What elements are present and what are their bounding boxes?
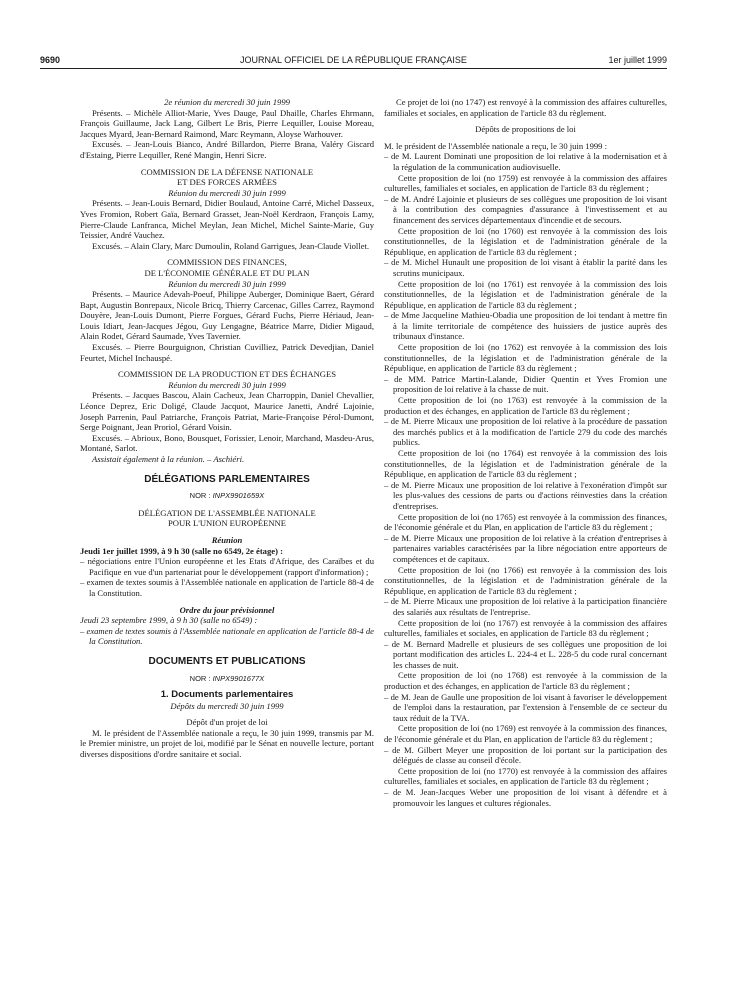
proposal-item: – de M. André Lajoinie et plusieurs de ses collègues une proposition de loi visant à la contribution des compagnies d'assurance à l'investissement et au financement des services départementaux d'incendie et de secours. xyxy=(384,193,667,225)
proposal-item: – de M. Pierre Micaux une proposition de loi relative à l'exonération d'impôt sur les plus-values des cessions de parts ou d'actions réinvesties dans la création d'entreprises. xyxy=(384,479,667,511)
proposal-referral: Cette proposition de loi (no 1765) est renvoyée à la commission des finances, de l'économie générale et du Plan, en application de l'article 83 du règlement ; xyxy=(384,511,667,533)
proposal-referral: Cette proposition de loi (no 1759) est renvoyée à la commission des affaires culturelles, familiales et sociales, en application de l'article 83 du règlement ; xyxy=(384,172,667,194)
proposal-item: – de M. Gilbert Meyer une proposition de loi portant sur la participation des délégués de classe au conseil d'école. xyxy=(384,744,667,766)
attendance-excused: Excusés. – Abrioux, Bono, Bousquet, Forissier, Lenoir, Marchand, Masdeu-Arus, Montané, Sarlot. xyxy=(80,432,374,454)
proposal-item: – de M. Jean de Gaulle une proposition de loi visant à favoriser le développement de l'emploi dans la restauration, par l'extension à l'ensemble de ce secteur du taux réduit de la TVA. xyxy=(384,691,667,723)
section-title: 2e réunion du mercredi 30 juin 1999 xyxy=(164,97,290,107)
proposal-item: – de M. Pierre Micaux une proposition de loi relative à la création d'entreprises à partenaires variables caractérisées par la libre négociation entre apporteurs de compétences et de capitaux. xyxy=(384,532,667,564)
right-column xyxy=(384,97,667,808)
proposal-referral: Cette proposition de loi (no 1770) est renvoyée à la commission des affaires culturelles, familiales et sociales, en application de l'article 83 du règlement ; xyxy=(384,765,667,787)
proposal-item: – de MM. Patrice Martin-Lalande, Didier Quentin et Yves Fromion une proposition de loi relative à la chasse de nuit. xyxy=(384,373,667,395)
attendance-excused: Excusés. – Pierre Bourguignon, Christian Cuvilliez, Patrick Devedjian, Daniel Feurtet, Michel Inchauspé. xyxy=(80,342,374,363)
proposal-referral: Cette proposition de loi (no 1769) est renvoyée à la commission des finances, de l'économie générale et du Plan, en application de l'article 83 du règlement ; xyxy=(384,723,667,745)
proposal-referral: Cette proposition de loi (no 1768) est renvoyée à la commission de la production et des échanges, en application de l'article 83 du règlement ; xyxy=(384,670,667,692)
delegations-heading: DÉLÉGATIONS PARLEMENTAIRES xyxy=(144,473,310,485)
agenda-item: – examen de textes soumis à l'Assemblée nationale en application de l'article 88-4 de la Constitution. xyxy=(80,577,374,598)
reunion-date: Jeudi 1er juillet 1999, à 9 h 30 (salle no 6549, 2e étage) : xyxy=(80,545,283,556)
proposal-item: – de M. Laurent Dominati une proposition de loi relative à la modernisation et à la régulation de la communication audiovisuelle. xyxy=(384,151,667,172)
header-rule xyxy=(40,68,667,69)
proposal-item: – de Mme Jacqueline Mathieu-Obadia une proposition de loi tendant à mettre fin à la limite territoriale de compétence des huissiers de justice auprès des tribunaux d'instance. xyxy=(384,310,667,342)
header-date: 1er juillet 1999 xyxy=(608,55,667,65)
journal-title: JOURNAL OFFICIEL DE LA RÉPUBLIQUE FRANÇAISE xyxy=(240,55,467,65)
proposal-referral: Cette proposition de loi (no 1767) est renvoyée à la commission des affaires culturelles, familiales et sociales, en application de l'article 83 du règlement ; xyxy=(384,617,667,639)
proposal-referral: Cette proposition de loi (no 1766) est renvoyée à la commission des lois constitutionnelles, de la législation et de l'administration générale de la République, en application de l'article 83 du règlement ; xyxy=(384,564,667,596)
delegation-name: DÉLÉGATION DE L'ASSEMBLÉE NATIONALE xyxy=(138,507,316,518)
proposal-referral: Cette proposition de loi (no 1760) est renvoyée à la commission des lois constitutionnelles, de la législation et de l'administration générale de la République, en application de l'article 83 du règlement ; xyxy=(384,225,667,257)
section-title: Réunion du mercredi 30 juin 1999 xyxy=(168,278,286,289)
proposal-referral: Cette proposition de loi (no 1763) est renvoyée à la commission de la production et des échanges, en application de l'article 83 du règlement ; xyxy=(384,395,667,416)
commission-name: ET DES FORCES ARMÉES xyxy=(177,177,277,188)
proposal-referral: Cette proposition de loi (no 1764) est renvoyée à la commission des lois constitutionnelles, de la législation et de l'administration générale de la République, en application de l'article 83 du règlement ; xyxy=(384,448,667,480)
attendance-present: Présents. – Maurice Adevah-Poeuf, Philippe Auberger, Dominique Baert, Gérard Bapt, Augustin Bonrepaux, Nicole Bricq, Thierry Carcenac, Gilles Carrez, Raymond Douyère, Jean-Louis Dumont, Pierre Forgues, Gérard Fuchs, Pierre Hériaud, Jean-Louis Idiart, Jean-Jacques Jégou, Guy Lengagne, Béatrice Marre, Didier Migaud, Alain Rodet, Gérard Saumade, Yves Tavernier. xyxy=(80,289,374,342)
paragraph: Ce projet de loi (no 1747) est renvoyé à la commission des affaires culturelles, familiales et sociales, en application de l'article 83 du règlement. xyxy=(384,97,667,118)
agenda-item: – examen de textes soumis à l'Assemblée nationale en application de l'article 88-4 de la Constitution. xyxy=(80,625,374,647)
subsection-label: Dépôts de propositions de loi xyxy=(475,124,576,135)
subsection-label: Dépôt d'un projet de loi xyxy=(186,717,268,728)
nor-reference: NOR : INPX9901677X xyxy=(189,673,265,683)
proposal-item: – de M. Bernard Madrelle et plusieurs de ses collègues une proposition de loi portant modification des articles L. 224-4 et L. 228-5 du code rural concernant les chasses de nuit. xyxy=(384,638,667,670)
proposal-item: – de M. Pierre Micaux une proposition de loi relative à la participation financière des salariés aux résultats de l'entreprise. xyxy=(384,596,667,617)
attendance-present: Présents. – Michèle Alliot-Marie, Yves Dauge, Paul Dhaille, Charles Ehrmann, François Guillaume, Jack Lang, Gilbert Le Bris, Pierre Lequiller, Louise Moreau, Jacques Myard, Jean-Bernard Raimond, Marc Reymann, Aloyse Warhouver. xyxy=(80,107,374,139)
section-title: Dépôts du mercredi 30 juin 1999 xyxy=(170,700,284,711)
attendance-present: Présents. – Jacques Bascou, Alain Cacheux, Jean Charroppin, Daniel Chevallier, Léonce Deprez, Eric Doligé, Claude Jacquot, Maurice Janetti, André Lajoinie, Joseph Parrenin, Paul Patriarche, François Patriat, Marie-Françoise Pérol-Dumont, Serge Poignant, Jean Proriol, Gérard Voisin. xyxy=(80,390,374,433)
agenda-label: Ordre du jour prévisionnel xyxy=(179,604,275,615)
agenda-date: Jeudi 23 septembre 1999, à 9 h 30 (salle no 6549) : xyxy=(80,615,258,626)
commission-name: COMMISSION DES FINANCES, xyxy=(167,257,287,268)
paragraph: M. le président de l'Assemblée nationale a reçu, le 30 juin 1999, transmis par M. le Premier ministre, un projet de loi, modifié par le Sénat en nouvelle lecture, portant diverses dispositions d'ordre sanitaire et social. xyxy=(80,727,374,760)
proposal-referral: Cette proposition de loi (no 1761) est renvoyée à la commission des lois constitutionnelles, de la législation et de l'administration générale de la République, en application de l'article 83 du règlement ; xyxy=(384,278,667,310)
left-column xyxy=(80,97,374,760)
reunion-label: Réunion xyxy=(211,534,243,545)
proposal-referral: Cette proposition de loi (no 1762) est renvoyée à la commission des lois constitutionnelles, de la législation et de l'administration générale de la République, en application de l'article 83 du règlement ; xyxy=(384,342,667,374)
commission-name: COMMISSION DE LA PRODUCTION ET DES ÉCHANGES xyxy=(117,369,337,380)
page-number: 9690 xyxy=(40,55,61,65)
nor-reference: NOR : INPX9901659X xyxy=(189,491,265,501)
proposal-item: – de M. Jean-Jacques Weber une proposition de loi visant à défendre et à promouvoir les langues et cultures régionales. xyxy=(384,787,667,808)
documents-heading: DOCUMENTS ET PUBLICATIONS xyxy=(148,655,306,667)
paragraph: M. le président de l'Assemblée nationale a reçu, le 30 juin 1999 : xyxy=(384,140,608,151)
commission-name: DE L'ÉCONOMIE GÉNÉRALE ET DU PLAN xyxy=(144,267,310,278)
delegation-name: POUR L'UNION EUROPÉENNE xyxy=(167,518,287,529)
attendance-excused: Excusés. – Alain Clary, Marc Dumoulin, Roland Garrigues, Jean-Claude Viollet. xyxy=(92,240,370,251)
subsection-heading: 1. Documents parlementaires xyxy=(160,689,294,701)
attendance-excused: Excusés. – Jean-Louis Bianco, André Billardon, Pierre Brana, Valéry Giscard d'Estaing, Pierre Lequiller, René Mangin, Henri Sicre. xyxy=(80,139,374,160)
attendance-also-present: Assistait également à la réunion. – Aschiéri. xyxy=(92,454,245,464)
proposal-item: – de M. Pierre Micaux une proposition de loi relative à la procédure de passation des marchés publics et à la modification de l'article 279 du code des marchés publics. xyxy=(384,416,667,448)
section-title: Réunion du mercredi 30 juin 1999 xyxy=(168,379,286,390)
section-title: Réunion du mercredi 30 juin 1999 xyxy=(168,187,286,198)
attendance-present: Présents. – Jean-Louis Bernard, Didier Boulaud, Antoine Carré, Michel Dasseux, Yves Fromion, Robert Gaïa, Bernard Grasset, Jean-Noël Kerdraon, François Lamy, Pierre-Claude Lanfranca, Michel Meylan, Jean Michel, Michel Sainte-Marie, Guy Teissier, André Vauchez. xyxy=(80,198,374,241)
commission-name: COMMISSION DE LA DÉFENSE NATIONALE xyxy=(140,166,314,177)
proposal-item: – de M. Michel Hunault une proposition de loi visant à établir la parité dans les scrutins municipaux. xyxy=(384,257,667,278)
agenda-item: – négociations entre l'Union européenne et les Etats d'Afrique, des Caraïbes et du Pacifique en vue d'un partenariat pour le développement (rapport d'information) ; xyxy=(80,556,374,577)
